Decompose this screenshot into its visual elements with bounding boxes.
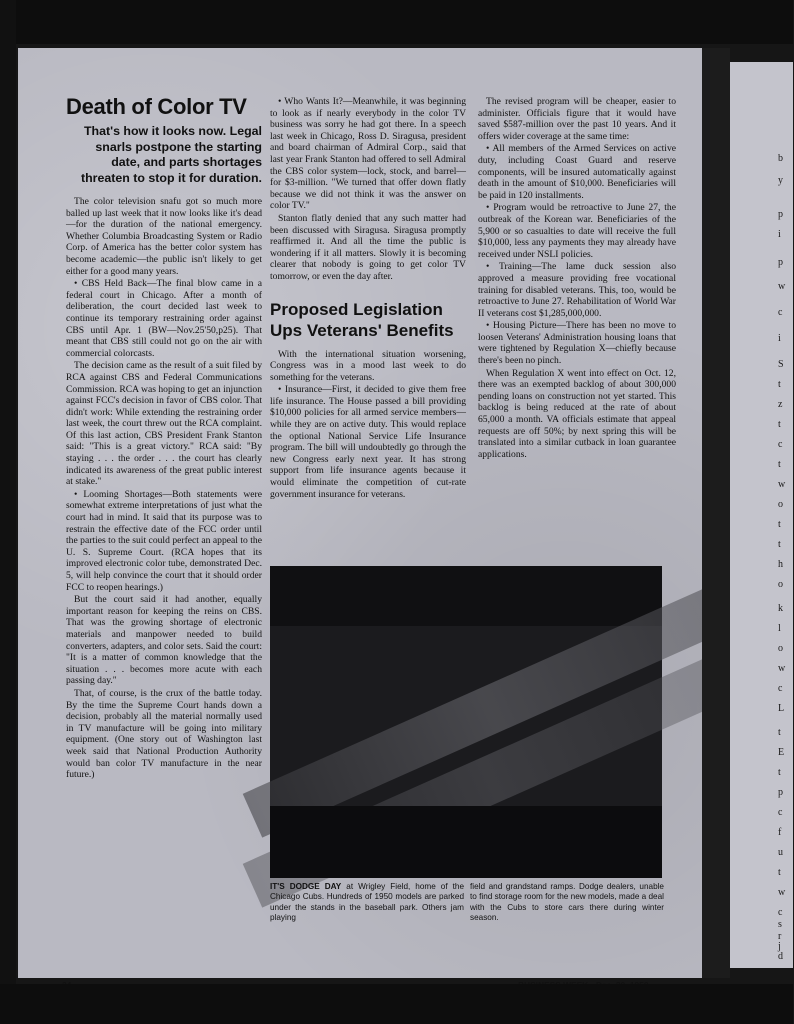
adjacent-text-fragment: l (778, 623, 781, 634)
paragraph: • Program would be retroactive to June 27, the outbreak of the Korean war. Beneficiaries of the 5,900 or so casualties to date will receive the full $10,000, less any payments they may already have received under NSLI policies. (478, 202, 676, 260)
adjacent-text-fragment: t (778, 539, 781, 550)
adjacent-text-fragment: o (778, 579, 783, 590)
adjacent-text-fragment: b (778, 153, 783, 164)
caption-lead: IT'S DODGE DAY (270, 882, 342, 891)
paragraph: • CBS Held Back—The final blow came in a federal court in Chicago. After a month of deliberation, the court decided last week to continue its temporary restraining order against CBS until Apr. 1 (BW—Nov.25'50,p25). That meant that CBS still could not go on the air with commercial colorcasts. (66, 278, 262, 359)
adjacent-text-fragment: w (778, 281, 786, 292)
adjacent-text-fragment: r (778, 931, 782, 942)
paragraph: • Who Wants It?—Meanwhile, it was beginning to look as if nearly everybody in the color TV business was sorry he had got there. In a speech last week in Chicago, Ross D. Siragusa, president and board chairman of Admiral Corp., said that last year Frank Stanton had offered to sell Admiral the CBS color system—lock, stock, and barrel—for $3-million. "We turned that offer down flatly because we did not think it was the answer on color TV." (270, 96, 466, 212)
scan-left-border (0, 0, 16, 1024)
adjacent-text-fragment: E (778, 747, 785, 758)
adjacent-text-fragment: f (778, 827, 782, 838)
paragraph: • Housing Picture—There has been no move to loosen Veterans' Administration housing loans that were tightened by Regulation X—chiefly because there's been no pinch. (478, 320, 676, 367)
column-2 (270, 96, 466, 501)
paragraph: When Regulation X went into effect on Oct. 12, there was an exempted backlog of about 300,000 pending loans on construction not yet started. This backlog is being reduced at the rate of about 65,000 a month. VA officials estimate that appeal requests are off 50%; by next spring this will be translated into a similar cutback in loan guarantee applications. (478, 367, 676, 460)
adjacent-text-fragment: t (778, 727, 781, 738)
adjacent-text-fragment: t (778, 379, 781, 390)
adjacent-text-fragment: L (778, 703, 785, 714)
adjacent-text-fragment: j (778, 941, 781, 952)
column-3 (478, 96, 676, 461)
adjacent-text-fragment: t (778, 459, 781, 470)
adjacent-text-fragment: S (778, 359, 784, 370)
photo-caption-left (270, 882, 464, 924)
column-1 (66, 94, 262, 782)
paragraph: That, of course, is the crux of the battle today. By the time the Supreme Court hands down a decision, probably all the material normally used in TV manufacture will be going into military equipment. (One story out of Washington last week said that National Production Authority would ban color TV manufacture in the near future.) (66, 687, 262, 781)
adjacent-text-fragment: w (778, 663, 786, 674)
paragraph: But the court said it had another, equally important reason for keeping the reins on CBS. That was the growing shortage of electronic materials and manpower needed to build converters, adapters, and color sets. Said the court: "It is a matter of common knowledge that the situation . . . becomes more acute with each passing day." (66, 594, 262, 687)
adjacent-text-fragment: c (778, 307, 783, 318)
caption-text: field and grandstand ramps. Dodge dealers, unable to find storage room for the new models, made a deal with the Cubs to store cars there during winter season. (470, 882, 664, 923)
paragraph: • Insurance—First, it decided to give them free life insurance. The House passed a bill providing $10,000 policies for all armed service members—while they are on active duty. This would replace the optional National Service Life Insurance program. The bill will undoubtedly go through the new Congress early next year. It has strong support from life insurance agents because it would eliminate the competition of cut-rate government insurance for veterans. (270, 384, 466, 500)
adjacent-page-edge (730, 62, 793, 968)
paragraph: With the international situation worsening, Congress was in a mood last week to do something for the veterans. (270, 348, 466, 383)
photo-ground-shadow (270, 806, 662, 878)
adjacent-text-fragment: t (778, 519, 781, 530)
adjacent-text-fragment: t (778, 419, 781, 430)
adjacent-text-fragment: t (778, 867, 781, 878)
adjacent-text-fragment: p (778, 209, 783, 220)
adjacent-text-fragment: o (778, 499, 783, 510)
scan-bottom-border (0, 984, 793, 1024)
scan-top-border (0, 0, 793, 44)
adjacent-text-fragment: s (778, 919, 782, 930)
paragraph: The color television snafu got so much more balled up last week that it now looks like it's dead—for the duration of the national emergency. Whether Columbia Broadcasting System or Radio Corp. of America has the better color system has become academic—the public isn't likely to get either for a good many years. (66, 196, 262, 277)
paragraph: • All members of the Armed Services on active duty, including Coast Guard and reserve components, will be insured automatically against death in the amount of $10,000. Beneficiaries will be paid in 120 installments. (478, 143, 676, 201)
adjacent-text-fragment: z (778, 399, 783, 410)
adjacent-text-fragment: i (778, 229, 781, 240)
binding-gutter (702, 48, 730, 978)
paragraph: • Training—The lame duck session also approved a measure providing free vocational training for disabled veterans. This, too, would be retroactive to June 27. Rehabilitation of World War II veterans cost $1,285,000,000. (478, 261, 676, 319)
article-headline: Death of Color TV (66, 94, 247, 119)
article-deck: That's how it looks now. Legal snarls postpone the starting date, and parts shortages threaten to stop it for duration. (80, 124, 262, 185)
article2-headline: Proposed Legislation Ups Veterans' Benefits (270, 299, 454, 340)
paragraph: Stanton flatly denied that any such matter had been discussed with Siragusa. Siragusa promptly reaffirmed it. And all the time the public is wondering if it all matters. Slowly it is becoming clearer that nobody is going to get color TV tomorrow, or even the day after. (270, 212, 466, 282)
adjacent-text-fragment: u (778, 847, 783, 858)
adjacent-text-fragment: c (778, 807, 783, 818)
magazine-page (18, 48, 702, 978)
adjacent-text-fragment: i (778, 333, 781, 344)
dodge-day-photo (270, 566, 662, 878)
adjacent-text-fragment: p (778, 787, 783, 798)
adjacent-text-fragment: c (778, 439, 783, 450)
adjacent-text-fragment: p (778, 257, 783, 268)
adjacent-text-fragment: o (778, 643, 783, 654)
adjacent-text-fragment: k (778, 603, 783, 614)
paragraph: The revised program will be cheaper, easier to administer. Officials figure that it would have saved $587-million over the past 10 years. And it offers wider coverage at the same time: (478, 96, 676, 142)
adjacent-text-fragment: c (778, 907, 783, 918)
adjacent-text-fragment: c (778, 683, 783, 694)
photo-stands-roof (270, 566, 662, 626)
caption-text: at Wrigley Field, home of the Chicago Cubs. Hundreds of 1950 models are parked under the stands in the baseball park. Others jam playing (270, 882, 465, 923)
adjacent-text-fragment: y (778, 175, 783, 186)
photo-caption-right (470, 882, 664, 924)
adjacent-text-fragment: w (778, 887, 786, 898)
adjacent-text-fragment: d (778, 951, 783, 962)
adjacent-text-fragment: h (778, 559, 783, 570)
adjacent-text-fragment: w (778, 479, 786, 490)
adjacent-text-fragment: t (778, 767, 781, 778)
paragraph: • Looming Shortages—Both statements were somewhat extreme interpretations of just what the court had in mind. It said that its purpose was to restrain the effective date of the FCC order until the parties to the suit could perfect an appeal to the U. S. Supreme Court. (RCA hopes that its improved electronic color tube, demonstrated Dec. 5, will help convince the court that it should order FCC to reopen hearings.) (66, 488, 262, 593)
paragraph: The decision came as the result of a suit filed by RCA against CBS and Federal Communications Commission. RCA was hoping to get an injunction against FCC's decision in favor of CBS color. That didn't work: While extending the restraining order last week, the court threw out the RCA complaint. Of this last action, CBS President Frank Stanton said: "This is a great victory." RCA said: "By staying . . . the order . . . the court has clearly indicated its awareness of the great public interest at stake." (66, 360, 262, 488)
